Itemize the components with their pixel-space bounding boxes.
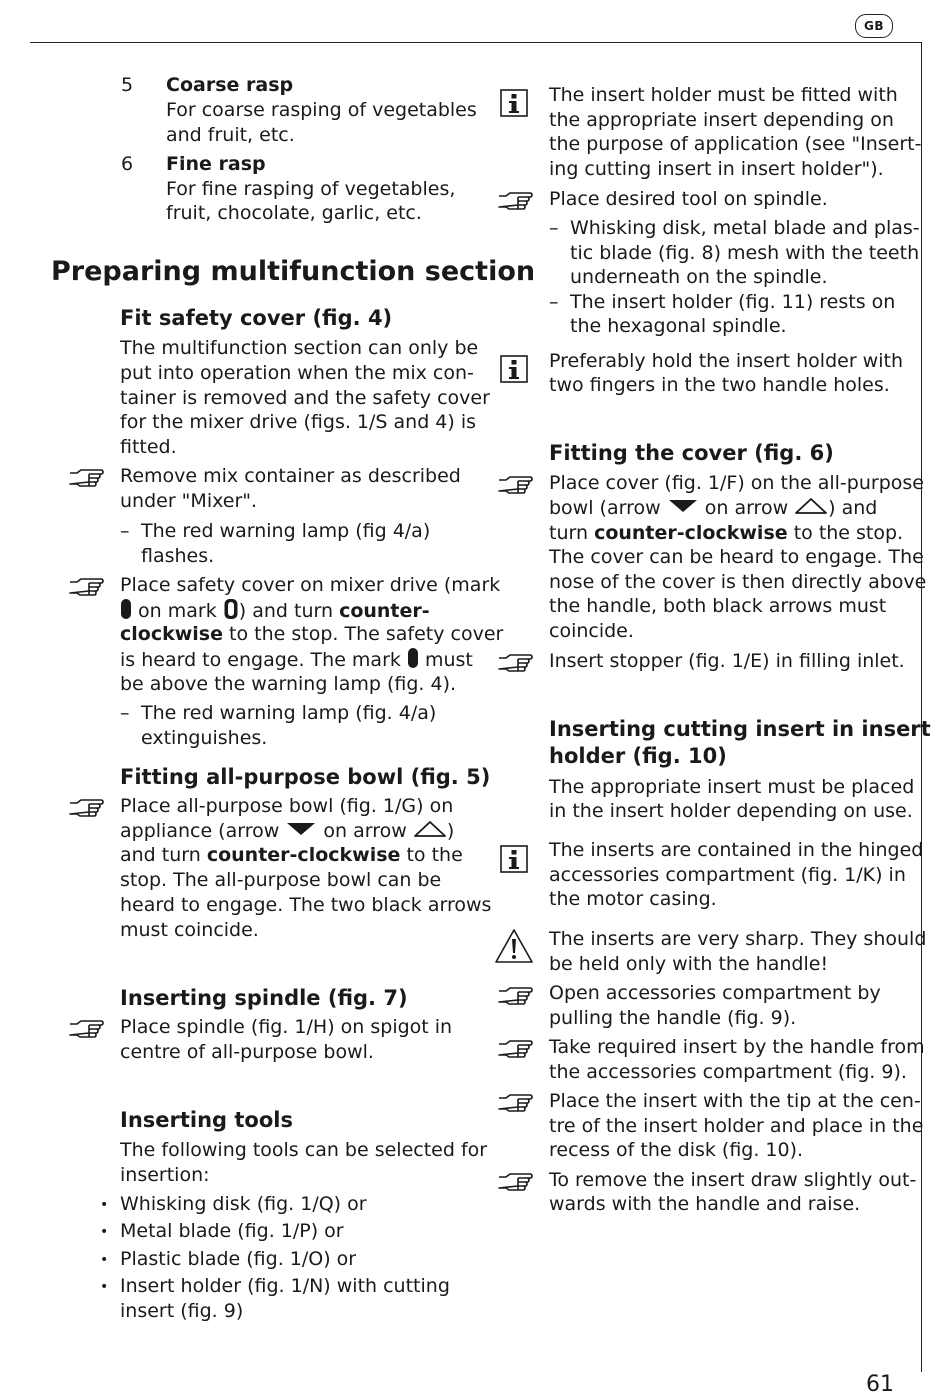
list-item: Insert holder (fig. 1/N) with cutting: [120, 1275, 450, 1297]
step-line: Insert stopper (fig. 1/E) in filling inlet.: [549, 650, 905, 672]
paragraph-line: tainer is removed and the safety cover: [120, 387, 490, 409]
dash-line: The red warning lamp (fig 4/a): [141, 520, 431, 542]
list-item: Metal blade (fig. 1/P) or: [120, 1220, 344, 1242]
step-line: under "Mixer".: [120, 490, 258, 512]
arrow-down-filled-icon: [285, 821, 317, 837]
pointing-hand-icon: [497, 1092, 533, 1112]
list-item: Whisking disk (fig. 1/Q) or: [120, 1193, 367, 1215]
info-icon: [500, 845, 528, 873]
page-number: 61: [866, 1372, 894, 1397]
info-line: The insert holder must be fitted with: [549, 84, 898, 106]
step-line: recess of the disk (fig. 10).: [549, 1139, 804, 1161]
step-line: Place all-purpose bowl (fig. 1/G) on: [120, 795, 454, 817]
item-number: 6: [121, 153, 134, 175]
step-line: must coincide.: [120, 919, 259, 941]
bullet-marker: •: [100, 1279, 109, 1295]
info-line: accessories compartment (fig. 1/K) in: [549, 864, 906, 886]
step-line: coincide.: [549, 620, 634, 642]
step-line: stop. The all-purpose bowl can be: [120, 869, 442, 891]
step-line: Place safety cover on mixer drive (mark: [120, 574, 501, 596]
subsection-heading: Fit safety cover (fig. 4): [120, 306, 393, 330]
step-line: Take required insert by the handle from: [549, 1036, 925, 1058]
dash-line: flashes.: [141, 545, 215, 567]
dash-line: tic blade (fig. 8) mesh with the teeth: [570, 242, 920, 264]
info-line: the motor casing.: [549, 888, 717, 910]
language-badge: GB: [855, 14, 893, 38]
item-title: Coarse rasp: [166, 74, 294, 96]
step-line: Place desired tool on spindle.: [549, 188, 828, 210]
step-line: appliance (arrow on arrow ): [120, 820, 455, 842]
info-line: The inserts are contained in the hinged: [549, 839, 924, 861]
step-line: clockwise to the stop. The safety cover: [120, 623, 504, 645]
subsection-heading: Inserting tools: [120, 1108, 293, 1132]
step-line: is heard to engage. The mark must: [120, 649, 473, 671]
step-line: Open accessories compartment by: [549, 982, 881, 1004]
pointing-hand-icon: [497, 985, 533, 1005]
pointing-hand-icon: [68, 797, 104, 817]
paragraph-line: fitted.: [120, 436, 177, 458]
dash-marker: –: [549, 291, 559, 313]
step-line: Place cover (fig. 1/F) on the all-purpose: [549, 472, 924, 494]
list-item-continuation: insert (fig. 9): [120, 1300, 244, 1322]
subsection-heading: Inserting spindle (fig. 7): [120, 986, 408, 1010]
paragraph-line: insertion:: [120, 1164, 210, 1186]
top-rule: [30, 42, 922, 43]
item-text: and fruit, etc.: [166, 124, 295, 146]
dash-marker: –: [549, 217, 559, 239]
paragraph-line: The following tools can be selected for: [120, 1139, 488, 1161]
bullet-marker: •: [100, 1224, 109, 1240]
step-line: nose of the cover is then directly above: [549, 571, 927, 593]
info-line: two fingers in the two handle holes.: [549, 374, 890, 396]
arrow-up-outline-icon: [794, 497, 828, 515]
dash-line: underneath on the spindle.: [570, 266, 828, 288]
arrow-up-outline-icon: [413, 820, 447, 838]
item-number: 5: [121, 74, 134, 96]
warning-triangle-icon: [494, 928, 534, 964]
paragraph-line: in the insert holder depending on use.: [549, 800, 913, 822]
info-line: the appropriate insert depending on: [549, 109, 894, 131]
arrow-down-filled-icon: [667, 498, 699, 514]
item-text: fruit, chocolate, garlic, etc.: [166, 202, 422, 224]
pointing-hand-icon: [497, 1038, 533, 1058]
item-text: For coarse rasping of vegetables: [166, 99, 477, 121]
mark-outline-icon: [223, 598, 239, 620]
pointing-hand-icon: [497, 190, 533, 210]
step-line: the handle, both black arrows must: [549, 595, 887, 617]
step-line: be above the warning lamp (fig. 4).: [120, 673, 457, 695]
item-title: Fine rasp: [166, 153, 266, 175]
paragraph-line: for the mixer drive (figs. 1/S and 4) is: [120, 411, 477, 433]
info-line: ing cutting insert in insert holder").: [549, 158, 884, 180]
step-line: centre of all-purpose bowl.: [120, 1041, 374, 1063]
item-text: For fine rasping of vegetables,: [166, 178, 456, 200]
pointing-hand-icon: [497, 652, 533, 672]
warning-line: The inserts are very sharp. They should: [549, 928, 927, 950]
step-line: Remove mix container as described: [120, 465, 461, 487]
step-line: The cover can be heard to engage. The: [549, 546, 924, 568]
step-line: tre of the insert holder and place in the: [549, 1115, 924, 1137]
step-line: the accessories compartment (fig. 9).: [549, 1061, 907, 1083]
pointing-hand-icon: [497, 474, 533, 494]
warning-line: be held only with the handle!: [549, 953, 829, 975]
section-title: Preparing multifunction section: [51, 256, 536, 287]
dash-marker: –: [120, 520, 130, 542]
paragraph-line: The appropriate insert must be placed: [549, 776, 915, 798]
pointing-hand-icon: [68, 576, 104, 596]
step-line: Place the insert with the tip at the cen-: [549, 1090, 921, 1112]
step-line: and turn counter-clockwise to the: [120, 844, 463, 866]
bullet-marker: •: [100, 1252, 109, 1268]
info-icon: [500, 355, 528, 383]
step-line: wards with the handle and raise.: [549, 1193, 861, 1215]
paragraph-line: The multifunction section can only be: [120, 337, 479, 359]
dash-marker: –: [120, 702, 130, 724]
info-line: Preferably hold the insert holder with: [549, 350, 903, 372]
dash-line: Whisking disk, metal blade and plas-: [570, 217, 920, 239]
pointing-hand-icon: [497, 1171, 533, 1191]
subsection-heading: Inserting cutting insert in insert: [549, 717, 931, 741]
list-item: Plastic blade (fig. 1/O) or: [120, 1248, 357, 1270]
dash-line: The insert holder (fig. 11) rests on: [570, 291, 896, 313]
step-line: turn counter-clockwise to the stop.: [549, 522, 904, 544]
dash-line: The red warning lamp (fig. 4/a): [141, 702, 437, 724]
right-rule: [921, 42, 922, 1372]
pointing-hand-icon: [68, 1018, 104, 1038]
step-line: bowl (arrow on arrow ) and: [549, 497, 878, 519]
paragraph-line: put into operation when the mix con-: [120, 362, 474, 384]
subsection-heading: Fitting the cover (fig. 6): [549, 441, 834, 465]
subsection-heading: holder (fig. 10): [549, 744, 727, 768]
step-line: Place spindle (fig. 1/H) on spigot in: [120, 1016, 453, 1038]
step-line: To remove the insert draw slightly out-: [549, 1169, 917, 1191]
pointing-hand-icon: [68, 467, 104, 487]
mark-filled-icon: [407, 647, 419, 669]
bullet-marker: •: [100, 1197, 109, 1213]
dash-line: the hexagonal spindle.: [570, 315, 787, 337]
step-line: heard to engage. The two black arrows: [120, 894, 492, 916]
mark-filled-icon: [120, 598, 132, 620]
info-line: the purpose of application (see "Insert-: [549, 133, 922, 155]
dash-line: extinguishes.: [141, 727, 268, 749]
info-icon: [500, 89, 528, 117]
step-line: pulling the handle (fig. 9).: [549, 1007, 797, 1029]
subsection-heading: Fitting all-purpose bowl (fig. 5): [120, 765, 491, 789]
step-line: on mark ) and turn counter-: [120, 598, 430, 624]
